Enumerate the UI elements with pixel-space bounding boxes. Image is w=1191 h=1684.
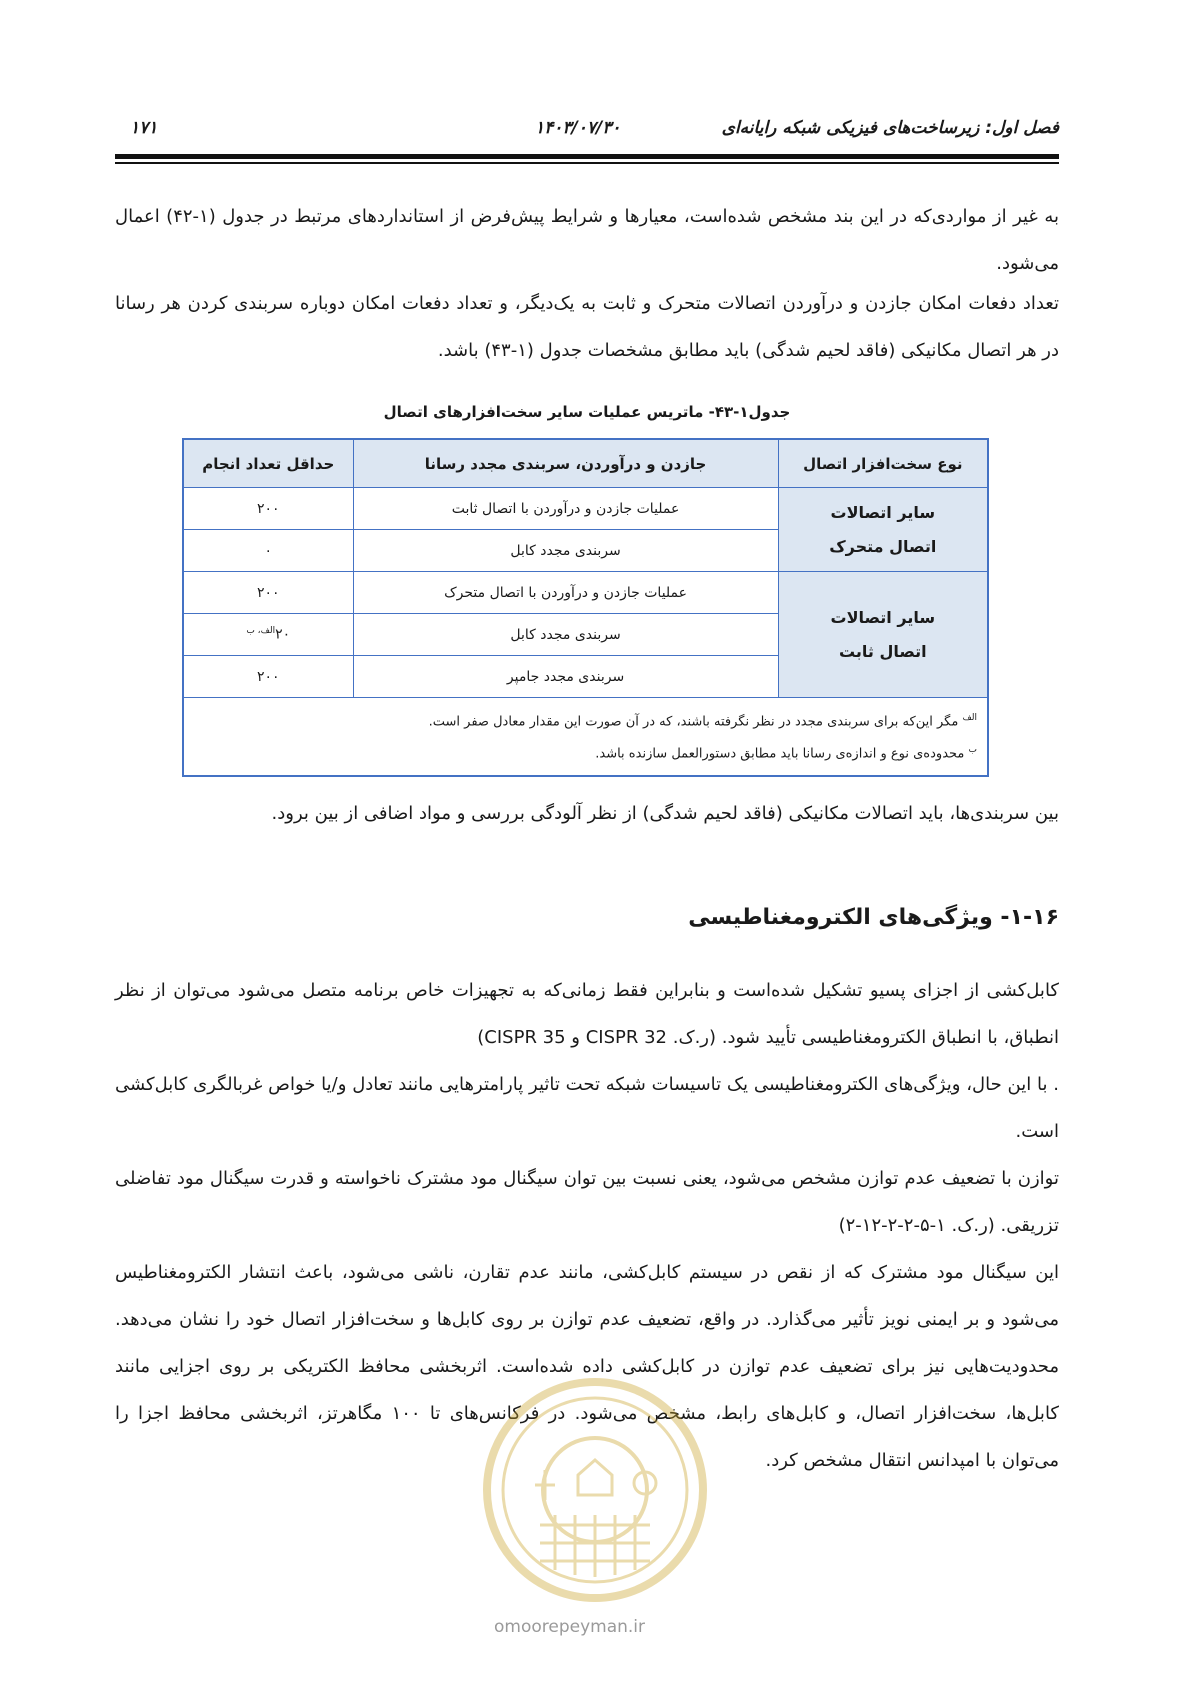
header-type: نوع سخت‌افزار اتصال	[778, 439, 988, 488]
section-paragraph-1: کابل‌کشی از اجزای پسیو تشکیل شده‌است و بنابراین فقط زمانی‌که به تجهیزات خاص برنامه متصل می‌شود می‌توان از نظر انطباق، با انطباق الکترومغناطیسی تأیید شود. (ر.ک. CISPR 32 و CISPR 35)	[115, 980, 1059, 1048]
note-a-text: مگر این‌که برای سربندی مجدد در نظر نگرفته باشند، که در آن صورت این مقدار معادل صفر است.	[428, 714, 959, 730]
table-notes	[183, 698, 988, 776]
note-a	[194, 704, 977, 736]
note-b-mark: ب	[968, 745, 977, 756]
chapter-title: فصل اول: زیرساخت‌های فیزیکی شبکه رایانه‌ای	[721, 118, 1059, 138]
intro-paragraph-1: به غیر از مواردی‌که در این بند مشخص شده‌است، معیارها و شرایط پیش‌فرض از استانداردهای مرتبط در جدول (۱-۴۲) اعمال می‌شود.	[115, 206, 1059, 274]
note-ref: الف، ب	[246, 626, 276, 637]
seal-logo-icon	[480, 1375, 710, 1605]
intro-paragraph-2: تعداد دفعات امکان جازدن و درآوردن اتصالات متحرک و ثابت به یک‌دیگر، و تعداد دفعات امکان دوباره سربندی کردن هر رسانا در هر اتصال مکانیکی (فاقد لحیم شدگی) باید مطابق مشخصات جدول (۱-۴۳) باشد.	[115, 293, 1059, 361]
count-cell: ۲۰۰	[183, 572, 353, 614]
operation-cell: عملیات جازدن و درآوردن با اتصال متحرک	[353, 572, 778, 614]
group-label-fixed	[778, 572, 988, 698]
group-label-line: سایر اتصالات	[830, 607, 936, 627]
count-cell: ۲۰۰	[183, 656, 353, 698]
watermark-site: omoorepeyman.ir	[494, 1617, 646, 1637]
count-cell	[183, 614, 353, 656]
count-cell: ۰	[183, 530, 353, 572]
section-paragraph-3: توازن با تضعیف عدم توازن مشخص می‌شود، یعنی نسبت بین توان سیگنال مود مشترک ناخواسته و قدرت سیگنال مود تفاضلی تزریقی. (ر.ک. ۱-۵-۲-۲-۱۲-۲)	[115, 1168, 1059, 1236]
group-label-line: سایر اتصالات	[830, 502, 936, 522]
count-value: ۲۰	[275, 626, 291, 643]
header-rule-thin	[115, 162, 1059, 164]
operations-table	[182, 438, 989, 777]
group-label-line: اتصال متحرک	[829, 536, 937, 556]
table-row	[183, 572, 988, 614]
section-heading: ۱-۱۶- ویژگی‌های الکترومغناطیسی	[688, 905, 1059, 930]
section-paragraph-2: . با این حال، ویژگی‌های الکترومغناطیسی یک تاسیسات شبکه تحت تاثیر پارامترهایی مانند تعادل و/یا خواص غربالگری کابل‌کشی است.	[115, 1074, 1059, 1142]
operation-cell: سربندی مجدد جامپر	[353, 656, 778, 698]
section-paragraph-4: این سیگنال مود مشترک که از نقص در سیستم کابل‌کشی، مانند عدم تقارن، ناشی می‌شود، باعث انتشار الکترومغناطیس می‌شود و بر ایمنی نویز تأثیر می‌گذارد. در واقع، تضعیف عدم توازن بر روی کابل‌ها و سخت‌افزار اتصال خود را نشان می‌دهد. محدودیت‌هایی نیز برای تضعیف عدم توازن در کابل‌کشی داده شده‌است. اثربخشی محافظ الکتریکی بر روی اجزایی مانند کابل‌ها، سخت‌افزار اتصال، و کابل‌های رابط، مشخص می‌شود. در فرکانس‌های تا ۱۰۰ مگاهرتز، اثربخشی محافظ اجزا را می‌توان با امپدانس انتقال مشخص کرد.	[115, 1262, 1059, 1471]
group-label-line: اتصال ثابت	[838, 641, 927, 661]
operation-cell: عملیات جازدن و درآوردن با اتصال ثابت	[353, 488, 778, 530]
operation-cell: سربندی مجدد کابل	[353, 614, 778, 656]
table-row	[183, 488, 988, 530]
table-notes-row	[183, 698, 988, 776]
table-header-row	[183, 439, 988, 488]
after-table-paragraph: بین سربندی‌ها، باید اتصالات مکانیکی (فاقد لحیم شدگی) از نظر آلودگی بررسی و مواد اضافی از بین برود.	[271, 803, 1059, 824]
header-min-count: حداقل تعداد انجام	[183, 439, 353, 488]
header-operation: جازدن و درآوردن، سربندی مجدد رسانا	[353, 439, 778, 488]
header-rule-thick	[115, 154, 1059, 159]
note-a-mark: الف	[962, 713, 977, 723]
page-number: ۱۷۱	[130, 118, 158, 138]
table-caption: جدول۱-۴۳- ماتریس عملیات سایر سخت‌افزارهای اتصال	[383, 403, 791, 421]
note-b	[194, 736, 977, 768]
count-cell: ۲۰۰	[183, 488, 353, 530]
note-b-text: محدوده‌ی نوع و اندازه‌ی رسانا باید مطابق دستورالعمل سازنده باشد.	[595, 746, 965, 762]
page-header	[115, 118, 1059, 144]
group-label-movable	[778, 488, 988, 572]
operation-cell: سربندی مجدد کابل	[353, 530, 778, 572]
header-date: ۱۴۰۳/۰۷/۳۰	[535, 118, 621, 138]
